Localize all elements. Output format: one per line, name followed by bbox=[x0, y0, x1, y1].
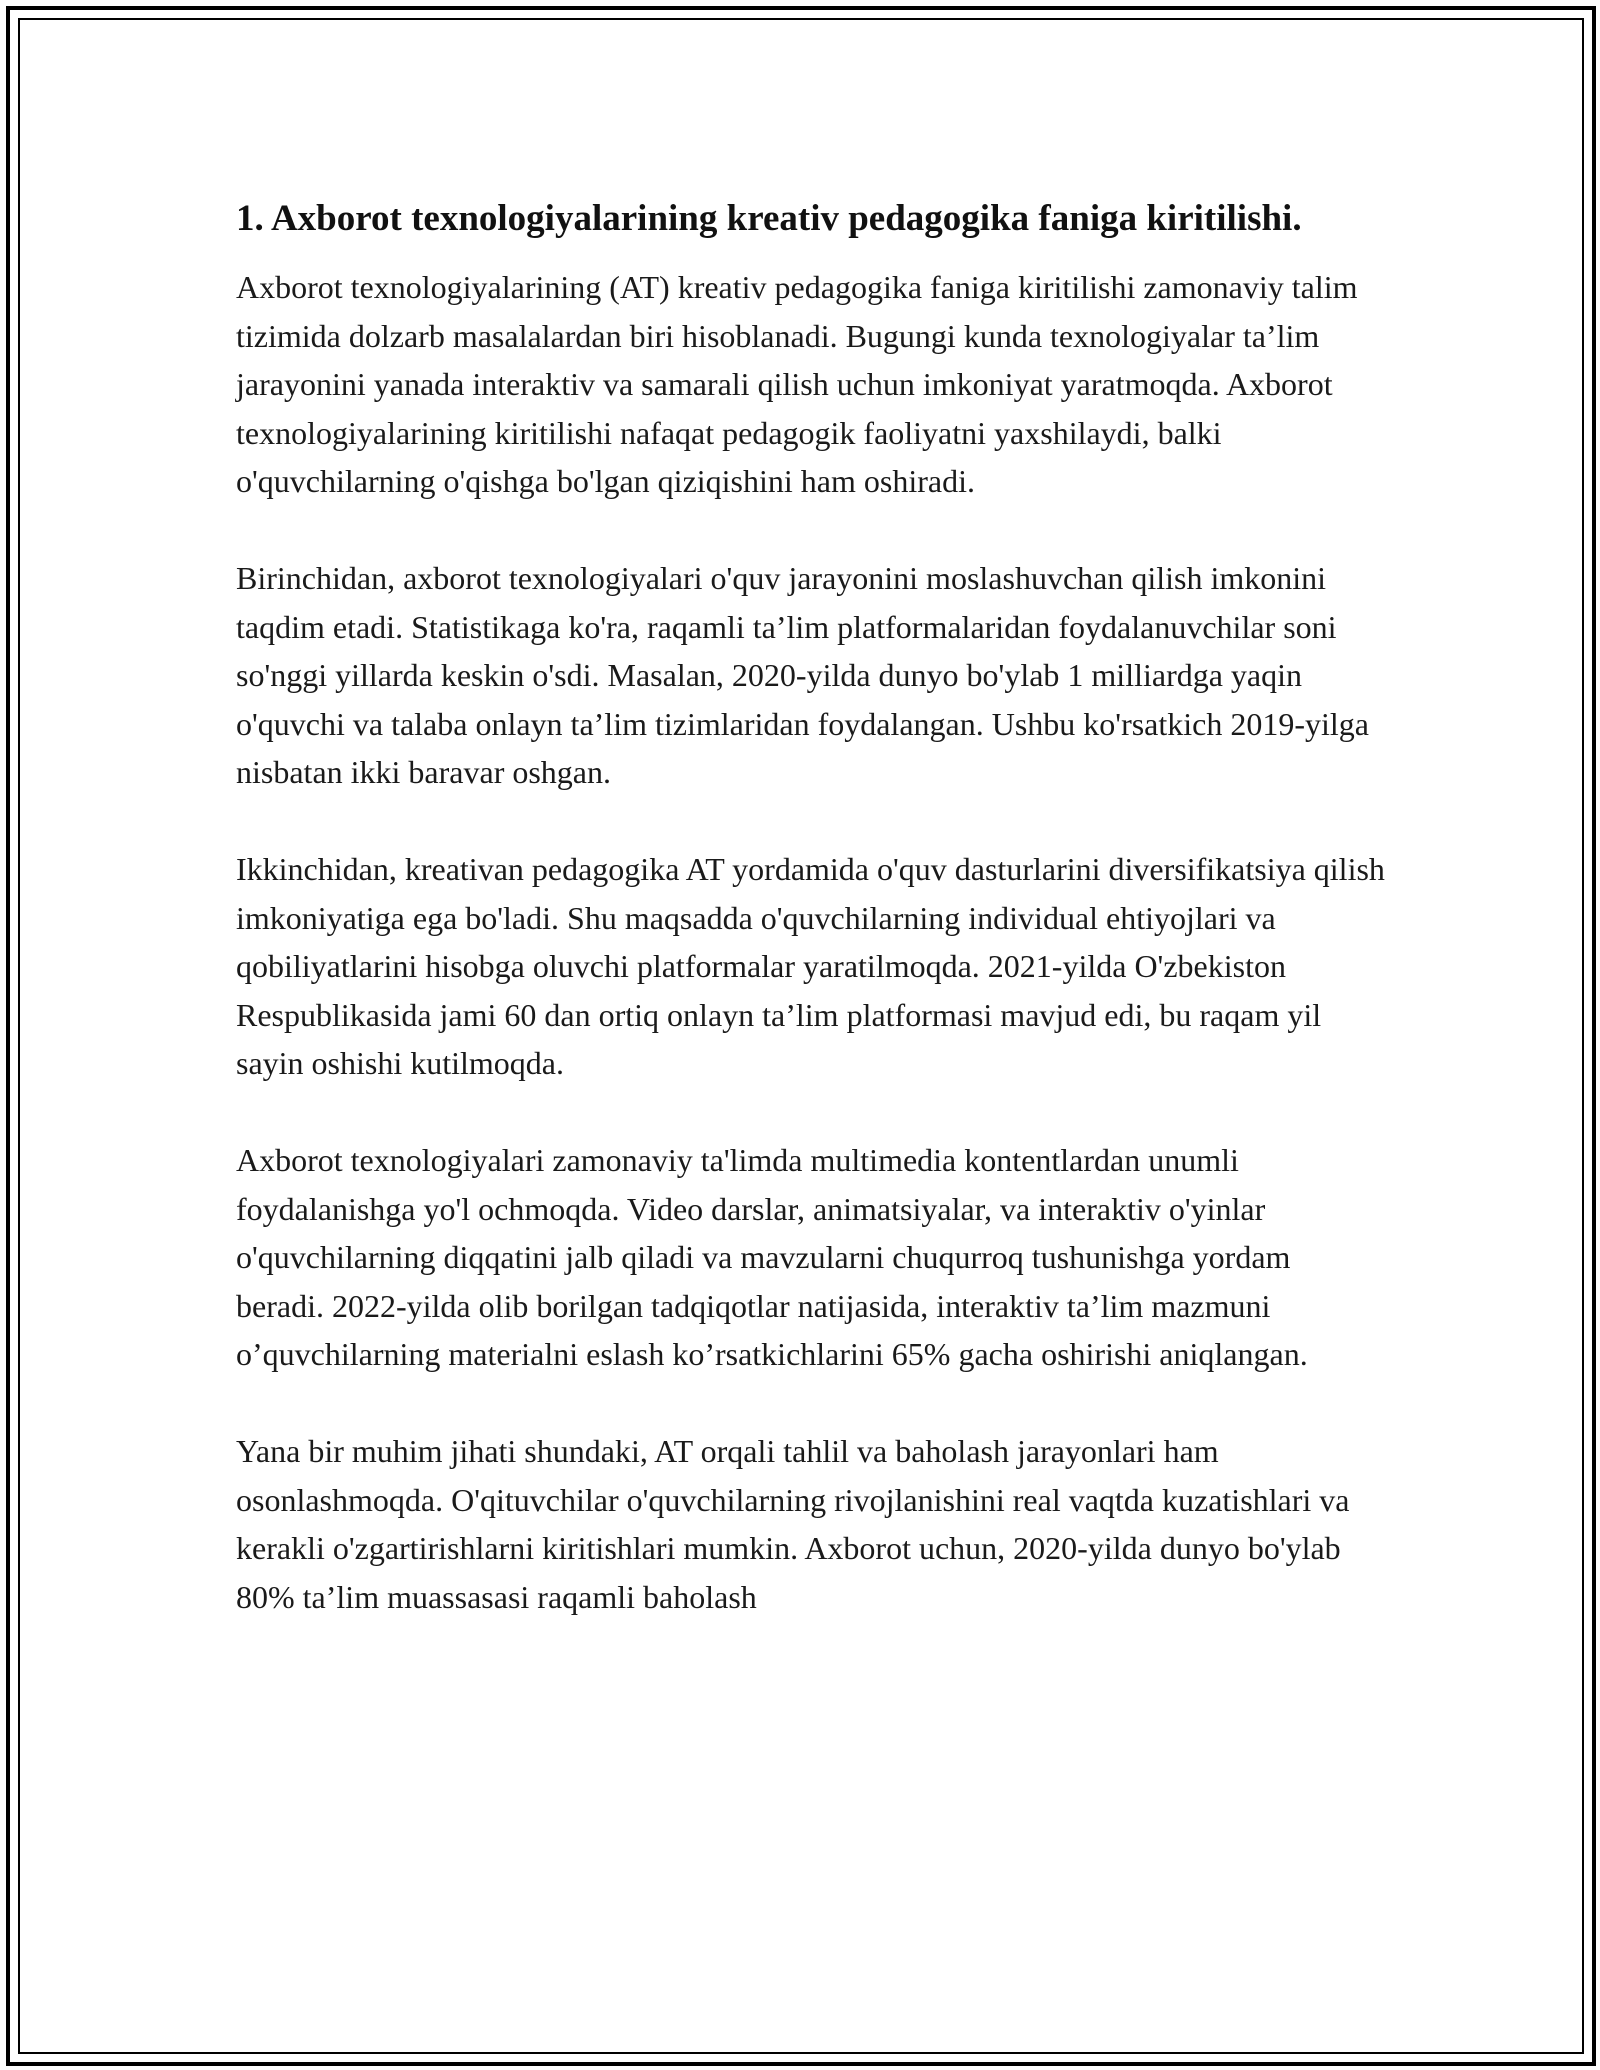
paragraph-intro: Axborot texnologiyalarining (AT) kreativ pedagogika faniga kiritilishi zamonaviy talim tizimida dolzarb masalalardan biri hisoblanadi. Bugungi kunda texnologiyalar ta’lim jarayonini yanada interaktiv va samarali qilish uchun imkoniyat yaratmoqda. Axborot texnologiyalarining kiritilishi nafaqat pedagogik faoliyatni yaxshilaydi, balki o'quvchilarning o'qishga bo'lgan qiziqishini ham oshiradi. bbox=[236, 269, 1358, 499]
paragraph-assessment: Yana bir muhim jihati shundaki, AT orqali tahlil va baholash jarayonlari ham osonlashmoqda. O'qituvchilar o'quvchilarning rivojlanishini real vaqtda kuzatishlari va kerakli o'zgartirishlarni kiritishlari mumkin. Axborot uchun, 2020-yilda dunyo bo'ylab 80% ta’lim muassasasi raqamli baholash bbox=[236, 1433, 1350, 1615]
section-heading: 1. Axborot texnologiyalarining kreativ pedagogika faniga kiritilishi. bbox=[236, 198, 1302, 239]
paragraph-multimedia: Axborot texnologiyalari zamonaviy ta'limda multimedia kontentlardan unumli foydalanishga yo'l ochmoqda. Video darslar, animatsiyalar, va interaktiv o'yinlar o'quvchilarning diqqatini jalb qiladi va mavzularni chuqurroq tushunishga yordam beradi. 2022-yilda olib borilgan tadqiqotlar natijasida, interaktiv ta’lim mazmuni o’quvchilarning materialni eslash ko’rsatkichlarini 65% gacha oshirishi aniqlangan. bbox=[236, 1142, 1308, 1372]
document-body bbox=[236, 190, 1386, 1621]
paragraph-first-point: Birinchidan, axborot texnologiyalari o'quv jarayonini moslashuvchan qilish imkonini taqdim etadi. Statistikaga ko'ra, raqamli ta’lim platformalaridan foydalanuvchilar soni so'nggi yillarda keskin o'sdi. Masalan, 2020-yilda dunyo bo'ylab 1 milliardga yaqin o'quvchi va talaba onlayn ta’lim tizimlaridan foydalangan. Ushbu ko'rsatkich 2019-yilga nisbatan ikki baravar oshgan. bbox=[236, 560, 1369, 790]
paragraph-second-point: Ikkinchidan, kreativan pedagogika AT yordamida o'quv dasturlarini diversifikatsiya qilish imkoniyatiga ega bo'ladi. Shu maqsadda o'quvchilarning individual ehtiyojlari va qobiliyatlarini hisobga oluvchi platformalar yaratilmoqda. 2021-yilda O'zbekiston Respublikasida jami 60 dan ortiq onlayn ta’lim platformasi mavjud edi, bu raqam yil sayin oshishi kutilmoqda. bbox=[236, 851, 1385, 1081]
